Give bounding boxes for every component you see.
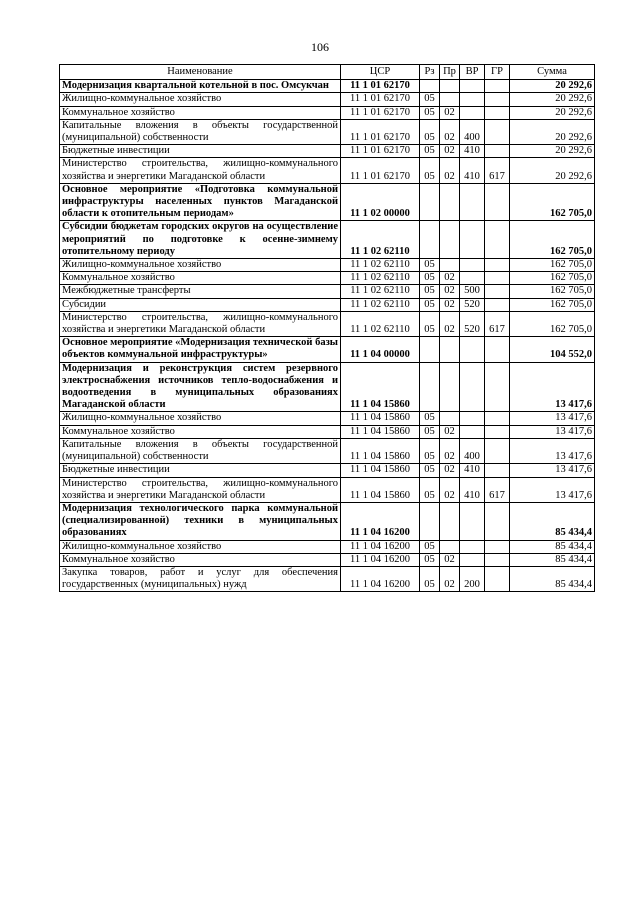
cell-gr: [485, 337, 510, 362]
cell-vr: [460, 540, 485, 553]
cell-rz: [420, 80, 440, 93]
cell-name: Жилищно-коммунальное хозяйство: [60, 540, 341, 553]
cell-name: Модернизация технологического парка коммунальной (специализированной) техники в муниципальных образованиях: [60, 502, 341, 540]
cell-name: Бюджетные инвестиции: [60, 145, 341, 158]
cell-vr: 410: [460, 145, 485, 158]
cell-rz: 05: [420, 438, 440, 463]
cell-code: 11 1 01 62170: [341, 80, 420, 93]
cell-sum: 13 417,6: [510, 464, 595, 477]
cell-rz: 05: [420, 425, 440, 438]
cell-name: Межбюджетные трансферты: [60, 285, 341, 298]
cell-sum: 20 292,6: [510, 145, 595, 158]
cell-name: Бюджетные инвестиции: [60, 464, 341, 477]
cell-gr: [485, 259, 510, 272]
cell-gr: [485, 93, 510, 106]
cell-sum: 104 552,0: [510, 337, 595, 362]
cell-name: Субсидии бюджетам городских округов на осуществление мероприятий по подготовке к осенне-зимнему отопительному периоду: [60, 221, 341, 259]
page-number: 106: [311, 40, 329, 54]
cell-rz: 05: [420, 145, 440, 158]
cell-name: Министерство строительства, жилищно-коммунального хозяйства и энергетики Магаданской области: [60, 477, 341, 502]
table-row: [60, 183, 595, 221]
cell-gr: [485, 285, 510, 298]
cell-name: Коммунальное хозяйство: [60, 272, 341, 285]
cell-rz: 05: [420, 298, 440, 311]
cell-gr: 617: [485, 311, 510, 336]
cell-pr: 02: [440, 145, 460, 158]
cell-vr: 400: [460, 119, 485, 144]
header-vr: ВР: [460, 65, 485, 80]
cell-rz: 05: [420, 311, 440, 336]
cell-name: Министерство строительства, жилищно-коммунального хозяйства и энергетики Магаданской области: [60, 311, 341, 336]
cell-vr: [460, 553, 485, 566]
cell-pr: [440, 259, 460, 272]
cell-rz: 05: [420, 285, 440, 298]
cell-sum: 20 292,6: [510, 119, 595, 144]
cell-pr: [440, 183, 460, 221]
cell-rz: 05: [420, 272, 440, 285]
cell-vr: 410: [460, 158, 485, 183]
cell-name: Коммунальное хозяйство: [60, 553, 341, 566]
cell-pr: 02: [440, 477, 460, 502]
cell-vr: [460, 259, 485, 272]
table-row: [60, 477, 595, 502]
cell-vr: 520: [460, 298, 485, 311]
cell-code: 11 1 02 62110: [341, 272, 420, 285]
cell-pr: 02: [440, 464, 460, 477]
cell-name: Жилищно-коммунальное хозяйство: [60, 93, 341, 106]
cell-name: Коммунальное хозяйство: [60, 106, 341, 119]
cell-vr: 410: [460, 477, 485, 502]
table-row: [60, 93, 595, 106]
table-row: [60, 540, 595, 553]
cell-vr: 500: [460, 285, 485, 298]
cell-pr: [440, 337, 460, 362]
cell-name: Модернизация квартальной котельной в пос. Омсукчан: [60, 80, 341, 93]
table-row: [60, 285, 595, 298]
cell-gr: [485, 106, 510, 119]
header-name: Наименование: [60, 65, 341, 80]
cell-code: 11 1 04 00000: [341, 337, 420, 362]
cell-rz: [420, 502, 440, 540]
cell-sum: 162 705,0: [510, 298, 595, 311]
cell-code: 11 1 04 16200: [341, 566, 420, 591]
cell-name: Капитальные вложения в объекты государственной (муниципальной) собственности: [60, 119, 341, 144]
cell-vr: 410: [460, 464, 485, 477]
cell-sum: 162 705,0: [510, 259, 595, 272]
cell-vr: [460, 425, 485, 438]
cell-rz: 05: [420, 93, 440, 106]
cell-sum: 13 417,6: [510, 425, 595, 438]
cell-code: 11 1 04 15860: [341, 425, 420, 438]
cell-vr: [460, 362, 485, 412]
cell-name: Основное мероприятие «Подготовка коммунальной инфраструктуры населенных пунктов Магаданской области к отопительным периодам»: [60, 183, 341, 221]
cell-gr: [485, 502, 510, 540]
cell-pr: [440, 362, 460, 412]
table-row: [60, 438, 595, 463]
cell-code: 11 1 04 15860: [341, 362, 420, 412]
cell-sum: 20 292,6: [510, 80, 595, 93]
cell-sum: 13 417,6: [510, 438, 595, 463]
cell-gr: [485, 553, 510, 566]
cell-rz: 05: [420, 540, 440, 553]
cell-sum: 13 417,6: [510, 477, 595, 502]
cell-sum: 162 705,0: [510, 183, 595, 221]
cell-name: Жилищно-коммунальное хозяйство: [60, 412, 341, 425]
cell-code: 11 1 04 15860: [341, 477, 420, 502]
table-row: [60, 425, 595, 438]
table-row: [60, 221, 595, 259]
cell-vr: 520: [460, 311, 485, 336]
cell-gr: [485, 145, 510, 158]
cell-gr: 617: [485, 158, 510, 183]
cell-gr: [485, 412, 510, 425]
cell-code: 11 1 04 15860: [341, 464, 420, 477]
cell-code: 11 1 02 00000: [341, 183, 420, 221]
cell-sum: 162 705,0: [510, 285, 595, 298]
cell-sum: 162 705,0: [510, 311, 595, 336]
cell-pr: 02: [440, 285, 460, 298]
table-row: [60, 311, 595, 336]
cell-rz: 05: [420, 259, 440, 272]
cell-sum: 162 705,0: [510, 272, 595, 285]
cell-vr: 400: [460, 438, 485, 463]
cell-name: Коммунальное хозяйство: [60, 425, 341, 438]
cell-pr: 02: [440, 298, 460, 311]
cell-pr: [440, 221, 460, 259]
cell-code: 11 1 04 15860: [341, 438, 420, 463]
cell-gr: [485, 425, 510, 438]
header-gr: ГР: [485, 65, 510, 80]
cell-code: 11 1 04 16200: [341, 553, 420, 566]
cell-name: Основное мероприятие «Модернизация технической базы объектов коммунальной инфраструктуры»: [60, 337, 341, 362]
cell-gr: [485, 298, 510, 311]
cell-vr: [460, 412, 485, 425]
cell-code: 11 1 01 62170: [341, 145, 420, 158]
cell-sum: 20 292,6: [510, 106, 595, 119]
cell-vr: [460, 337, 485, 362]
cell-code: 11 1 04 16200: [341, 502, 420, 540]
table-row: [60, 337, 595, 362]
cell-gr: [485, 272, 510, 285]
cell-name: Капитальные вложения в объекты государственной (муниципальной) собственности: [60, 438, 341, 463]
table-row: [60, 158, 595, 183]
cell-code: 11 1 01 62170: [341, 119, 420, 144]
budget-table: [59, 64, 595, 592]
cell-gr: [485, 183, 510, 221]
cell-rz: [420, 221, 440, 259]
cell-code: 11 1 02 62110: [341, 221, 420, 259]
table-row: [60, 145, 595, 158]
cell-vr: 200: [460, 566, 485, 591]
cell-name: Субсидии: [60, 298, 341, 311]
cell-rz: 05: [420, 412, 440, 425]
cell-pr: 02: [440, 106, 460, 119]
cell-sum: 85 434,4: [510, 566, 595, 591]
cell-code: 11 1 02 62110: [341, 311, 420, 336]
cell-pr: 02: [440, 438, 460, 463]
cell-gr: [485, 566, 510, 591]
cell-pr: 02: [440, 566, 460, 591]
cell-code: 11 1 02 62110: [341, 285, 420, 298]
cell-sum: 13 417,6: [510, 362, 595, 412]
cell-name: Модернизация и реконструкция систем резервного электроснабжения источников тепло-водоснабжения и водоотведения в муниципальных образованиях Магаданской области: [60, 362, 341, 412]
cell-pr: 02: [440, 311, 460, 336]
cell-gr: [485, 221, 510, 259]
table-row: [60, 464, 595, 477]
cell-pr: [440, 540, 460, 553]
cell-sum: 85 434,4: [510, 540, 595, 553]
cell-rz: 05: [420, 566, 440, 591]
cell-sum: 85 434,4: [510, 502, 595, 540]
cell-rz: 05: [420, 553, 440, 566]
cell-gr: [485, 464, 510, 477]
cell-name: Министерство строительства, жилищно-коммунального хозяйства и энергетики Магаданской области: [60, 158, 341, 183]
table-row: [60, 106, 595, 119]
table-row: [60, 412, 595, 425]
cell-pr: 02: [440, 425, 460, 438]
cell-rz: [420, 183, 440, 221]
cell-sum: 20 292,6: [510, 93, 595, 106]
cell-code: 11 1 01 62170: [341, 158, 420, 183]
cell-code: 11 1 01 62170: [341, 106, 420, 119]
cell-code: 11 1 01 62170: [341, 93, 420, 106]
cell-pr: [440, 93, 460, 106]
cell-vr: [460, 93, 485, 106]
cell-pr: [440, 502, 460, 540]
cell-rz: 05: [420, 158, 440, 183]
cell-vr: [460, 272, 485, 285]
cell-name: Закупка товаров, работ и услуг для обеспечения государственных (муниципальных) нужд: [60, 566, 341, 591]
cell-rz: [420, 337, 440, 362]
header-sum: Сумма: [510, 65, 595, 80]
cell-pr: 02: [440, 158, 460, 183]
cell-gr: [485, 540, 510, 553]
header-pr: Пр: [440, 65, 460, 80]
table-row: [60, 272, 595, 285]
header-rz: Рз: [420, 65, 440, 80]
cell-vr: [460, 80, 485, 93]
table-row: [60, 119, 595, 144]
cell-gr: [485, 80, 510, 93]
cell-vr: [460, 502, 485, 540]
header-code: ЦСР: [341, 65, 420, 80]
cell-sum: 162 705,0: [510, 221, 595, 259]
cell-code: 11 1 04 15860: [341, 412, 420, 425]
table-header-row: [60, 65, 595, 80]
cell-pr: 02: [440, 272, 460, 285]
table-row: [60, 259, 595, 272]
cell-rz: 05: [420, 119, 440, 144]
table-row: [60, 80, 595, 93]
cell-sum: 13 417,6: [510, 412, 595, 425]
cell-gr: 617: [485, 477, 510, 502]
cell-gr: [485, 438, 510, 463]
cell-name: Жилищно-коммунальное хозяйство: [60, 259, 341, 272]
cell-pr: 02: [440, 119, 460, 144]
cell-gr: [485, 119, 510, 144]
table-row: [60, 566, 595, 591]
cell-code: 11 1 02 62110: [341, 259, 420, 272]
cell-pr: 02: [440, 553, 460, 566]
cell-pr: [440, 80, 460, 93]
cell-vr: [460, 106, 485, 119]
cell-vr: [460, 183, 485, 221]
cell-sum: 20 292,6: [510, 158, 595, 183]
cell-rz: 05: [420, 464, 440, 477]
table-row: [60, 362, 595, 412]
cell-gr: [485, 362, 510, 412]
cell-rz: 05: [420, 477, 440, 502]
cell-code: 11 1 04 16200: [341, 540, 420, 553]
cell-rz: 05: [420, 106, 440, 119]
cell-sum: 85 434,4: [510, 553, 595, 566]
cell-vr: [460, 221, 485, 259]
cell-rz: [420, 362, 440, 412]
table-row: [60, 502, 595, 540]
cell-pr: [440, 412, 460, 425]
cell-code: 11 1 02 62110: [341, 298, 420, 311]
table-row: [60, 553, 595, 566]
table-row: [60, 298, 595, 311]
